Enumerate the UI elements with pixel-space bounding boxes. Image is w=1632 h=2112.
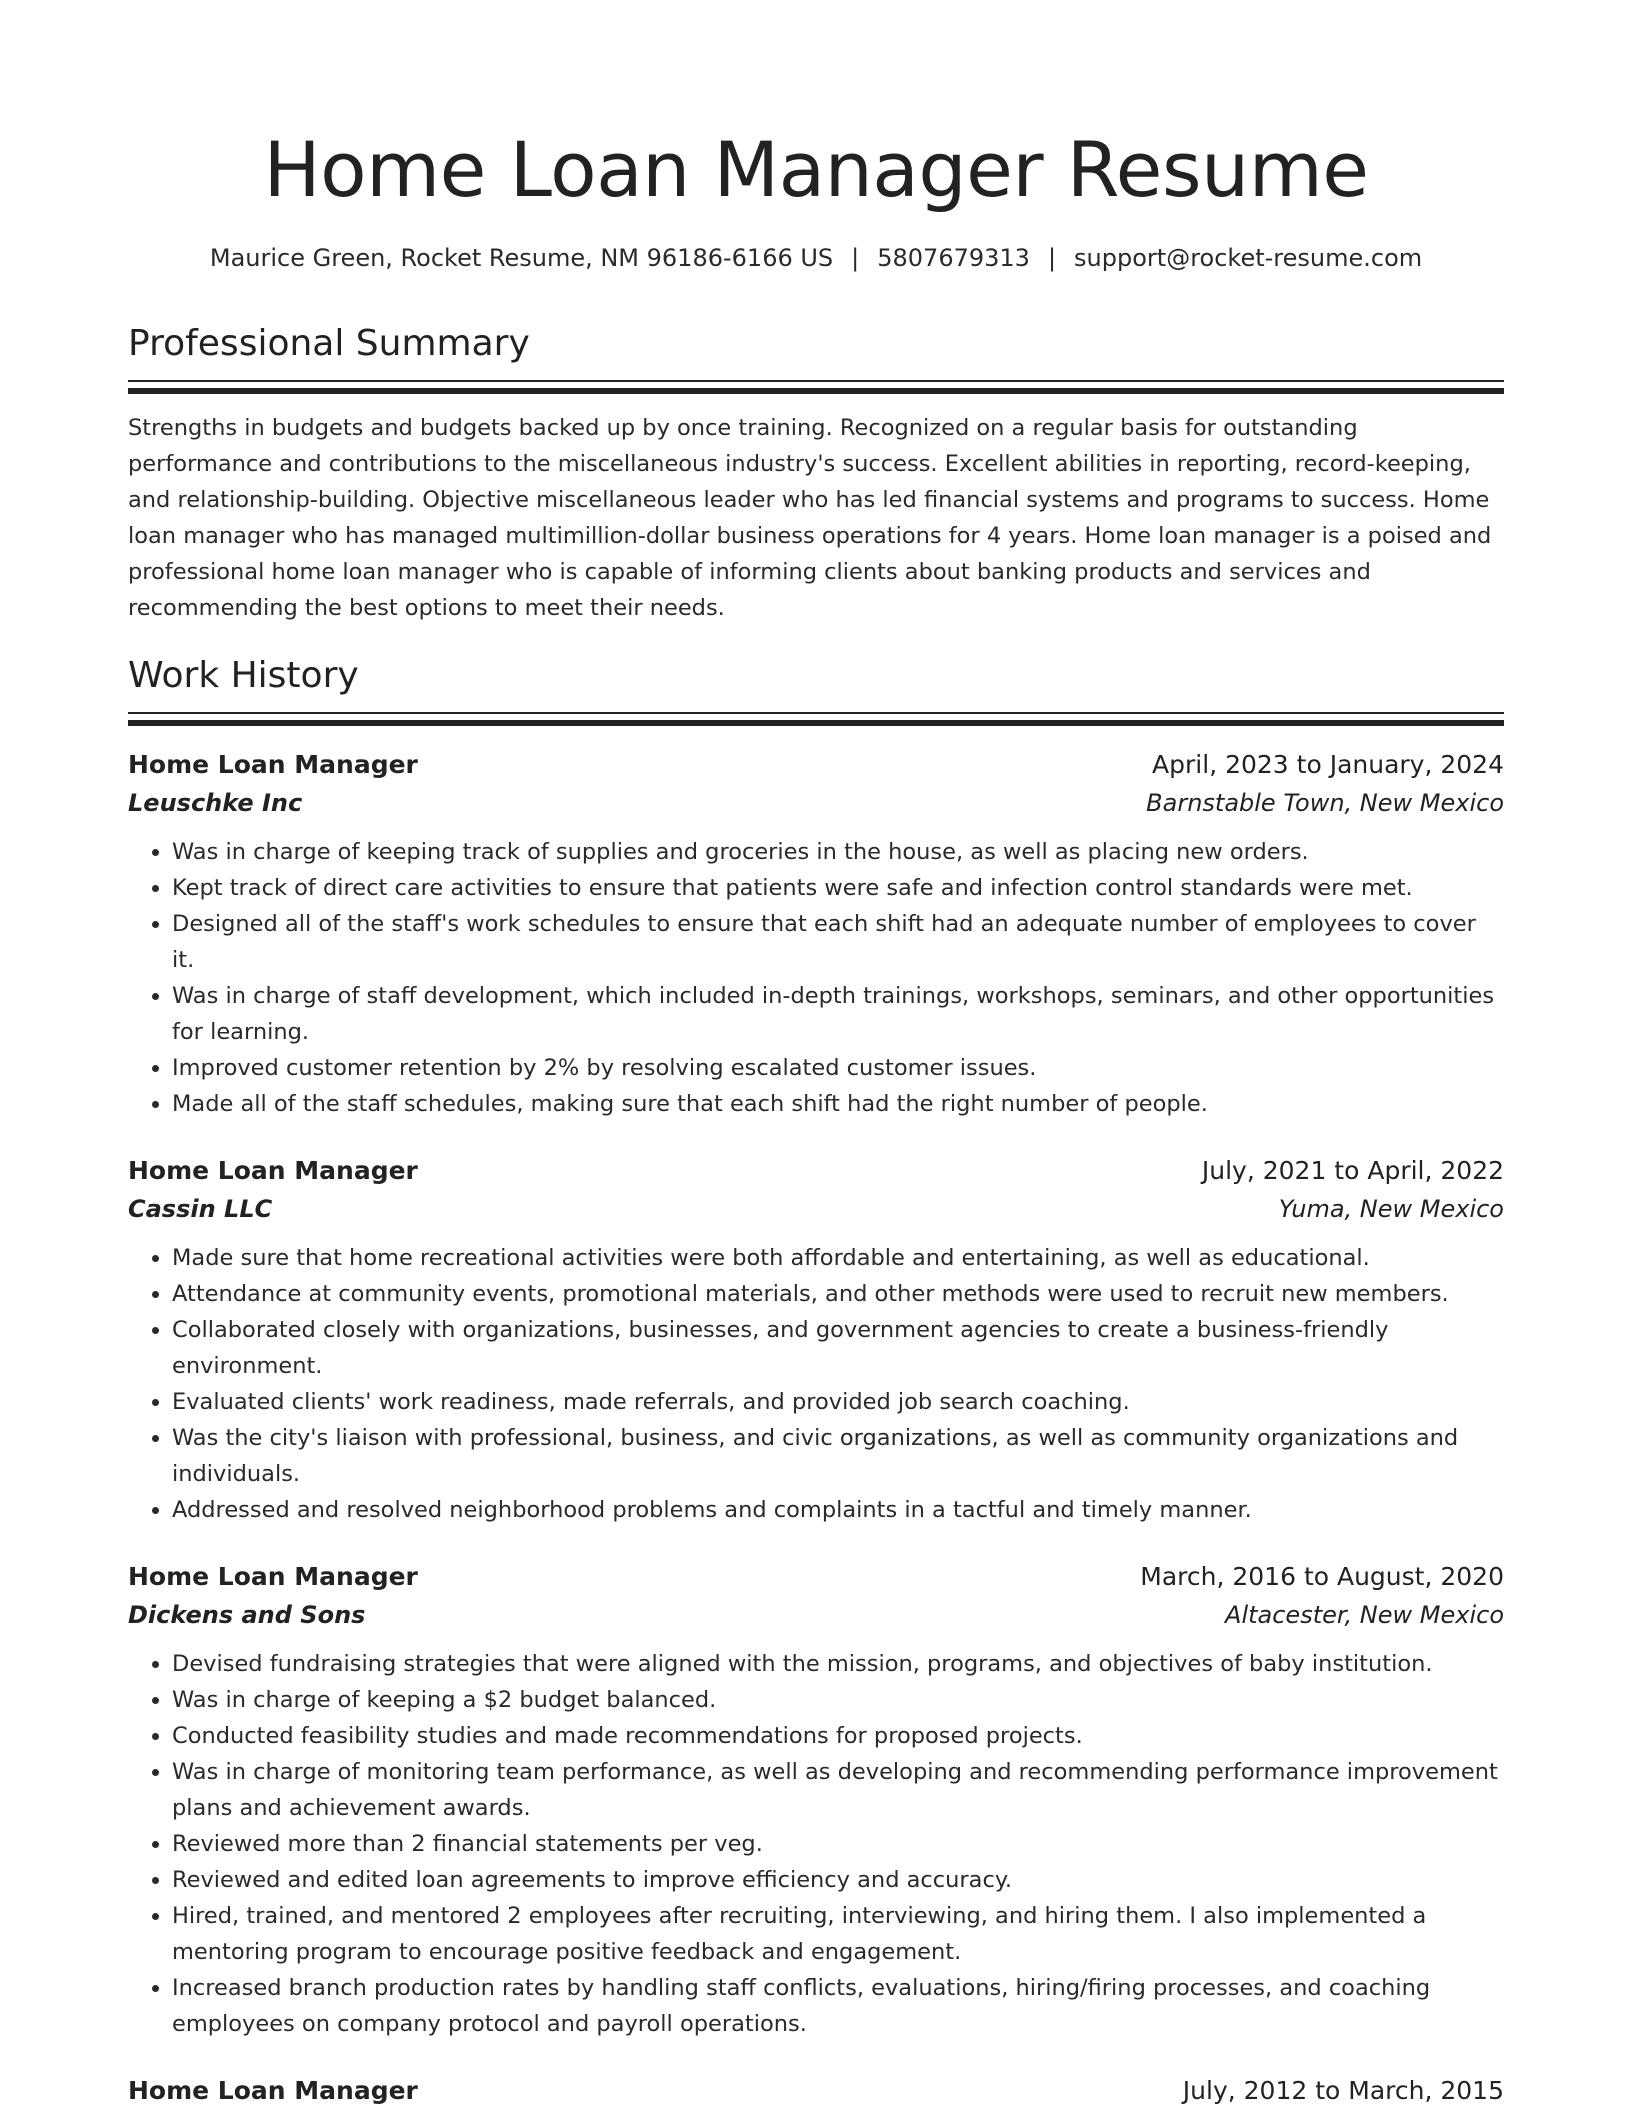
job-duties-list (128, 1646, 1504, 2042)
job-location: Altacester, New Mexico (1225, 1601, 1504, 1629)
job-duty-item: • Addressed and resolved neighborhood problems and complaints in a tactful and timely manner. (172, 1492, 1504, 1528)
job-duty-item: • Was in charge of keeping a $2 budget balanced. (172, 1682, 1504, 1718)
job-duty-item: • Made all of the staff schedules, making sure that each shift had the right number of people. (172, 1086, 1504, 1122)
job-duty-item: • Collaborated closely with organizations, businesses, and government agencies to create a business-friendly environment. (172, 1312, 1504, 1384)
job-duty-item: • Designed all of the staff's work schedules to ensure that each shift had an adequate number of employees to cover it. (172, 906, 1504, 978)
contact-address: Maurice Green, Rocket Resume, NM 96186-6166 US (209, 244, 834, 272)
job-duty-item: • Reviewed and edited loan agreements to improve efficiency and accuracy. (172, 1862, 1504, 1898)
job-duty-item: • Devised fundraising strategies that were aligned with the mission, programs, and objectives of baby institution. (172, 1646, 1504, 1682)
job-header-row (128, 1152, 1504, 1190)
job-duty-item: • Increased branch production rates by handling staff conflicts, evaluations, hiring/firing processes, and coaching employees on company protocol and payroll operations. (172, 1970, 1504, 2042)
job-entry (128, 1558, 1504, 2042)
job-title: Home Loan Manager (128, 1562, 418, 1591)
job-header-row (128, 2072, 1504, 2110)
work-history-section (128, 654, 1504, 2110)
resume-title: Home Loan Manager Resume (263, 125, 1369, 214)
job-list (128, 746, 1504, 2110)
section-divider-thick (128, 720, 1504, 726)
job-company-row (128, 1190, 1504, 1228)
job-entry (128, 1152, 1504, 1528)
job-title: Home Loan Manager (128, 1156, 418, 1185)
section-divider-thin (128, 712, 1504, 714)
job-duty-item: • Was in charge of keeping track of supplies and groceries in the house, as well as placing new orders. (172, 834, 1504, 870)
job-dates: April, 2023 to January, 2024 (1152, 750, 1504, 779)
job-duty-item: • Was in charge of staff development, which included in-depth trainings, workshops, seminars, and other opportunities for learning. (172, 978, 1504, 1050)
job-company: Dickens and Sons (128, 1601, 366, 1629)
job-duty-item: • Hired, trained, and mentored 2 employees after recruiting, interviewing, and hiring them. I also implemented a mentoring program to encourage positive feedback and engagement. (172, 1898, 1504, 1970)
job-title: Home Loan Manager (128, 750, 418, 779)
job-location: Yuma, New Mexico (1278, 1195, 1504, 1223)
job-entry (128, 2072, 1504, 2110)
summary-text: Strengths in budgets and budgets backed up by once training. Recognized on a regular basis for outstanding performance and contributions to the miscellaneous industry's success. Excellent abilities in reporting, record-keeping, and relationship-building. Objective miscellaneous leader who has led financial systems and programs to success. Home loan manager who has managed multimillion-dollar business operations for 4 years. Home loan manager is a poised and professional home loan manager who is capable of informing clients about banking products and services and recommending the best options to meet their needs. (128, 415, 1492, 621)
contact-phone: 5807679313 (877, 244, 1030, 272)
section-heading-summary: Professional Summary (128, 323, 530, 364)
job-duties-list (128, 1240, 1504, 1528)
section-divider-thick (128, 388, 1504, 394)
job-duty-item: • Attendance at community events, promotional materials, and other methods were used to recruit new members. (172, 1276, 1504, 1312)
job-company: Cassin LLC (128, 1195, 273, 1223)
contact-separator: | (1047, 244, 1057, 272)
job-company-row (128, 1596, 1504, 1634)
job-dates: March, 2016 to August, 2020 (1140, 1562, 1504, 1591)
professional-summary-section (128, 322, 1504, 626)
job-duty-item: • Was the city's liaison with professional, business, and civic organizations, as well as community organizations and individuals. (172, 1420, 1504, 1492)
job-header-row (128, 746, 1504, 784)
job-company: Leuschke Inc (128, 789, 303, 817)
job-dates: July, 2021 to April, 2022 (1201, 1156, 1504, 1185)
job-duty-item: • Kept track of direct care activities to ensure that patients were safe and infection control standards were met. (172, 870, 1504, 906)
job-entry (128, 746, 1504, 1122)
contact-separator: | (851, 244, 860, 272)
job-company-row (128, 784, 1504, 822)
job-title: Home Loan Manager (128, 2076, 418, 2105)
job-dates: July, 2012 to March, 2015 (1182, 2076, 1504, 2105)
section-heading-work: Work History (128, 655, 359, 696)
section-divider-thin (128, 380, 1504, 382)
job-location: Barnstable Town, New Mexico (1146, 789, 1504, 817)
job-duty-item: • Was in charge of monitoring team performance, as well as developing and recommending performance improvement plans and achievement awards. (172, 1754, 1504, 1826)
job-duty-item: • Reviewed more than 2 financial statements per veg. (172, 1826, 1504, 1862)
job-header-row (128, 1558, 1504, 1596)
job-duties-list (128, 834, 1504, 1122)
contact-line (128, 242, 1504, 274)
resume-page (128, 0, 1504, 2110)
job-duty-item: • Improved customer retention by 2% by resolving escalated customer issues. (172, 1050, 1504, 1086)
job-duty-item: • Conducted feasibility studies and made recommendations for proposed projects. (172, 1718, 1504, 1754)
job-duty-item: • Evaluated clients' work readiness, made referrals, and provided job search coaching. (172, 1384, 1504, 1420)
job-duty-item: • Made sure that home recreational activities were both affordable and entertaining, as well as educational. (172, 1240, 1504, 1276)
contact-email: support@rocket-resume.com (1074, 244, 1423, 272)
